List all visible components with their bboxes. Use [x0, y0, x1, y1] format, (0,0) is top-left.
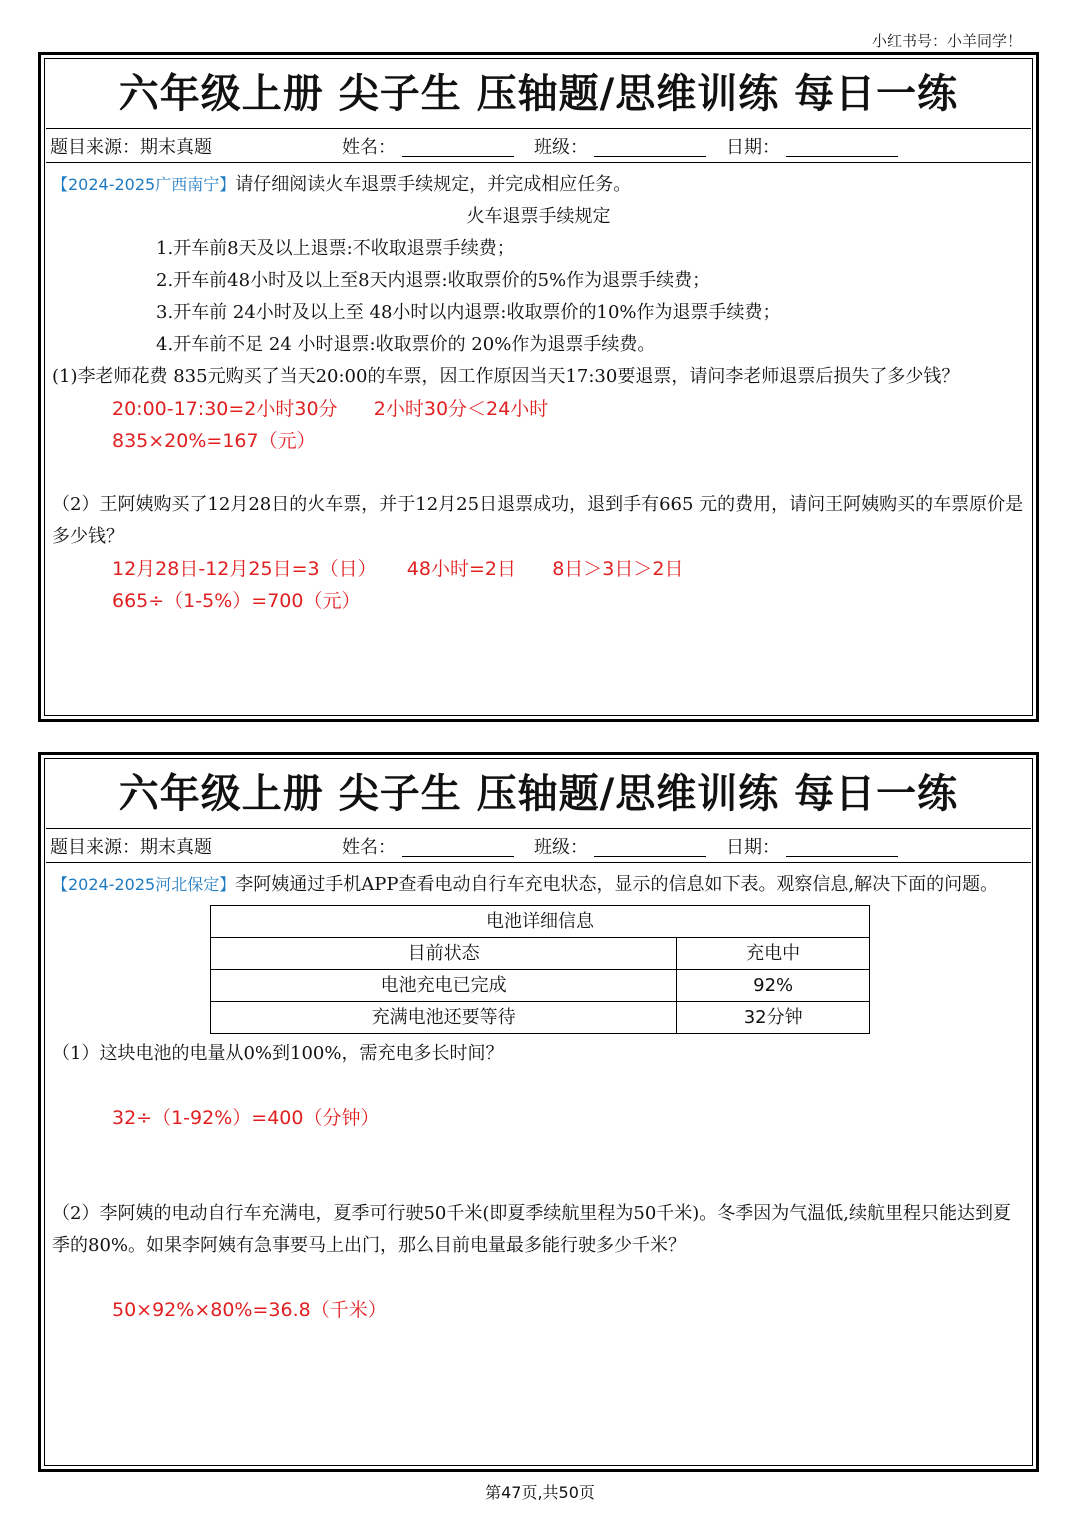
name-label: 姓名：: [342, 836, 396, 858]
class-blank[interactable]: [594, 838, 706, 857]
date-blank[interactable]: [786, 138, 898, 157]
table-cell: 92%: [677, 970, 870, 1002]
table-cell: 充满电池还要等待: [211, 1002, 677, 1034]
table-cell: 充电中: [677, 938, 870, 970]
problem-1-intro: [52, 169, 1025, 201]
problem-2-body: [46, 863, 1031, 1326]
table-title: 电池详细信息: [211, 906, 870, 938]
class-field[interactable]: [534, 133, 706, 159]
worksheet-card-1: [38, 52, 1039, 722]
problem-2-intro: [52, 869, 1025, 901]
name-label: 姓名：: [342, 136, 396, 158]
date-label: 日期：: [726, 136, 780, 158]
watermark: 小红书号：小羊同学！: [871, 32, 1022, 50]
info-row: [46, 129, 1031, 163]
answer-line: 835×20%=167（元）: [112, 430, 316, 452]
class-field[interactable]: [534, 833, 706, 859]
worksheet-title: 六年级上册 尖子生 压轴题/思维训练 每日一练: [46, 760, 1031, 829]
table-row: [211, 1002, 870, 1034]
page-number: 第47页,共50页: [485, 1483, 595, 1502]
name-blank[interactable]: [402, 838, 514, 857]
table-cell: 电池充电已完成: [211, 970, 677, 1002]
problem-1-body: [46, 163, 1031, 617]
answer-line: 665÷（1-5%）=700（元）: [112, 590, 361, 612]
name-field[interactable]: [342, 833, 514, 859]
info-row: [46, 829, 1031, 863]
worksheet-card-2: [38, 752, 1039, 1472]
question-1: （1）这块电池的电量从0%到100%，需充电多长时间？: [52, 1043, 504, 1064]
intro-text: 李阿姨通过手机APP查看电动自行车充电状态，显示的信息如下表。观察信息,解决下面的问题。: [235, 874, 999, 895]
rule-item: 3.开车前 24小时及以上至 48小时以内退票:收取票价的10%作为退票手续费；: [156, 302, 781, 323]
date-field[interactable]: [726, 133, 898, 159]
intro-text: 请仔细阅读火车退票手续规定，并完成相应任务。: [235, 174, 632, 195]
table-cell: 32分钟: [677, 1002, 870, 1034]
answer-line: 12月28日-12月25日=3（日） 48小时=2日 8日＞3日＞2日: [112, 558, 684, 580]
class-blank[interactable]: [594, 138, 706, 157]
date-label: 日期：: [726, 836, 780, 858]
class-label: 班级：: [534, 136, 588, 158]
question-2: （2）王阿姨购买了12月28日的火车票，并于12月25日退票成功，退到手有665 元的费用，请问王阿姨购买的车票原价是多少钱？: [52, 494, 1024, 547]
question-1: (1)李老师花费 835元购买了当天20:00的车票，因工作原因当天17:30要退票，请问李老师退票后损失了多少钱？: [52, 366, 960, 387]
rule-item: 2.开车前48小时及以上至8天内退票:收取票价的5%作为退票手续费；: [156, 270, 711, 291]
name-blank[interactable]: [402, 138, 514, 157]
name-field[interactable]: [342, 133, 514, 159]
answer-line: 20:00-17:30=2小时30分 2小时30分＜24小时: [112, 398, 549, 420]
question-2: （2）李阿姨的电动自行车充满电，夏季可行驶50千米(即夏季续航里程为50千米)。冬季因为气温低,续航里程只能达到夏季的80%。如果李阿姨有急事要马上出门，那么目前电量最多能行驶多少千米？: [52, 1203, 1012, 1256]
table-row: [211, 938, 870, 970]
class-label: 班级：: [534, 836, 588, 858]
answer-line: 50×92%×80%=36.8（千米）: [112, 1299, 387, 1321]
battery-table: [210, 905, 870, 1034]
rule-item: 1.开车前8天及以上退票:不收取退票手续费；: [156, 238, 515, 259]
problem-1-tag: 【2024-2025广西南宁】: [52, 175, 236, 194]
table-cell: 目前状态: [211, 938, 677, 970]
answer-line: 32÷（1-92%）=400（分钟）: [112, 1107, 380, 1129]
source-label: 题目来源：期末真题: [50, 136, 212, 158]
problem-2-tag: 【2024-2025河北保定】: [52, 875, 236, 894]
source-label: 题目来源：期末真题: [50, 836, 212, 858]
worksheet-title: 六年级上册 尖子生 压轴题/思维训练 每日一练: [46, 60, 1031, 129]
rules-title: 火车退票手续规定: [466, 206, 611, 227]
table-row: [211, 970, 870, 1002]
date-field[interactable]: [726, 833, 898, 859]
date-blank[interactable]: [786, 838, 898, 857]
rule-item: 4.开车前不足 24 小时退票:收取票价的 20%作为退票手续费。: [156, 334, 656, 355]
